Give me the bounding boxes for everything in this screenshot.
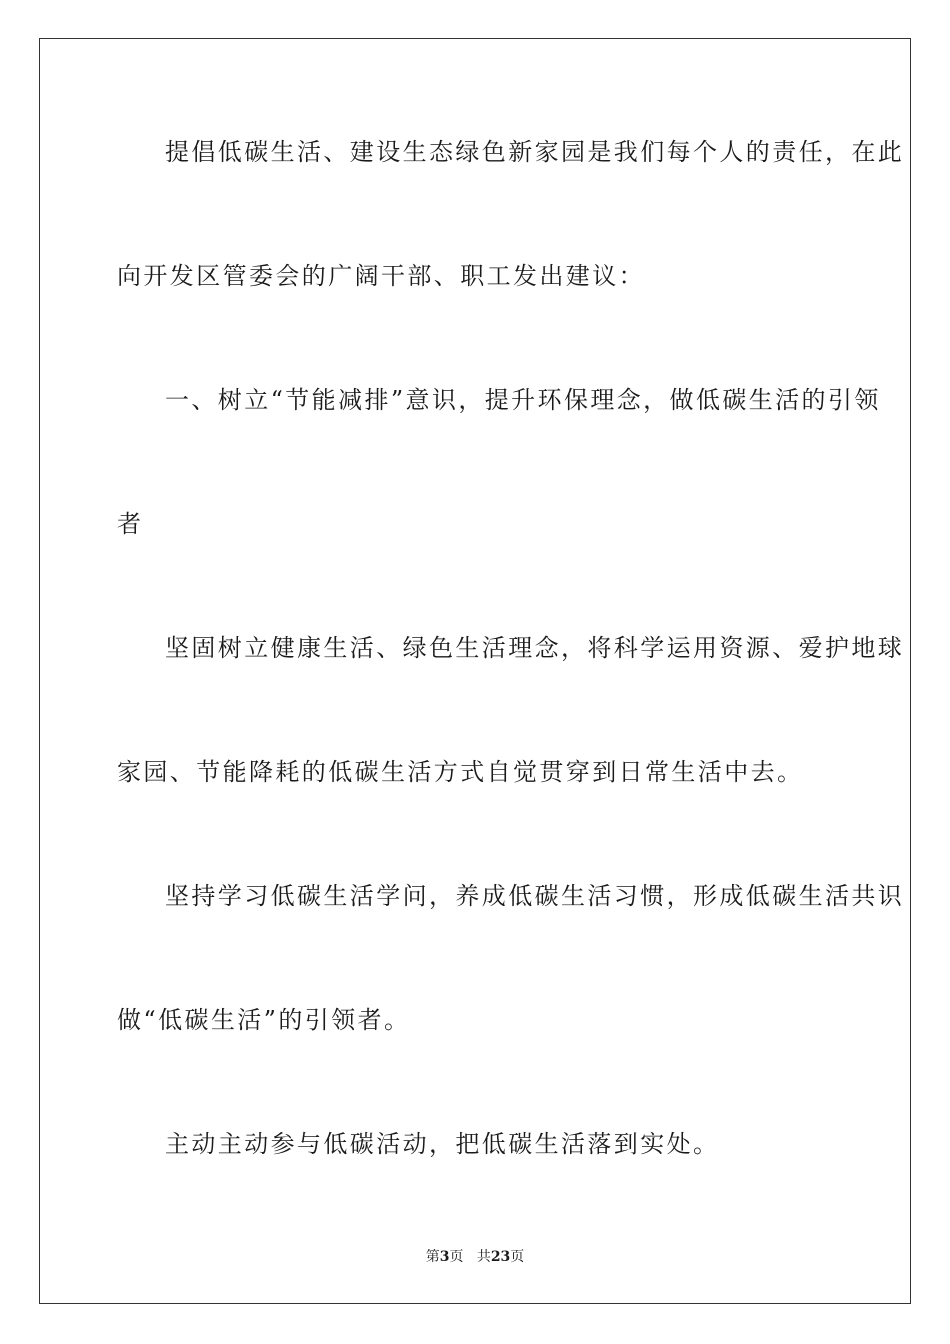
footer-page-suffix: 页: [449, 1249, 464, 1265]
paragraph-line-2: 向开发区管委会的广阔干部、职工发出建议：: [117, 262, 645, 290]
footer-total-pages: 23: [490, 1249, 511, 1265]
paragraph-line-3: 一、树立“节能减排”意识，提升环保理念，做低碳生活的引领: [165, 386, 881, 414]
paragraph-line-8: 做“低碳生活”的引领者。: [117, 1006, 411, 1034]
footer-page-prefix: 第: [425, 1249, 440, 1265]
paragraph-line-5: 坚固树立健康生活、绿色生活理念，将科学运用资源、爱护地球: [165, 634, 905, 662]
paragraph-line-9: 主动主动参与低碳活动，把低碳生活落到实处。: [165, 1130, 720, 1158]
footer-total-suffix: 页: [510, 1249, 525, 1265]
paragraph-line-6: 家园、节能降耗的低碳生活方式自觉贯穿到日常生活中去。: [117, 758, 804, 786]
page-frame: [39, 38, 911, 1304]
page-footer: [0, 1248, 950, 1266]
paragraph-line-4: 者: [117, 510, 144, 538]
footer-total-prefix: 共: [476, 1249, 491, 1265]
paragraph-line-7: 坚持学习低碳生活学问，养成低碳生活习惯，形成低碳生活共识: [165, 882, 905, 910]
footer-page-number: 3: [439, 1249, 450, 1265]
paragraph-line-1: 提倡低碳生活、建设生态绿色新家园是我们每个人的责任，在此: [165, 138, 905, 166]
